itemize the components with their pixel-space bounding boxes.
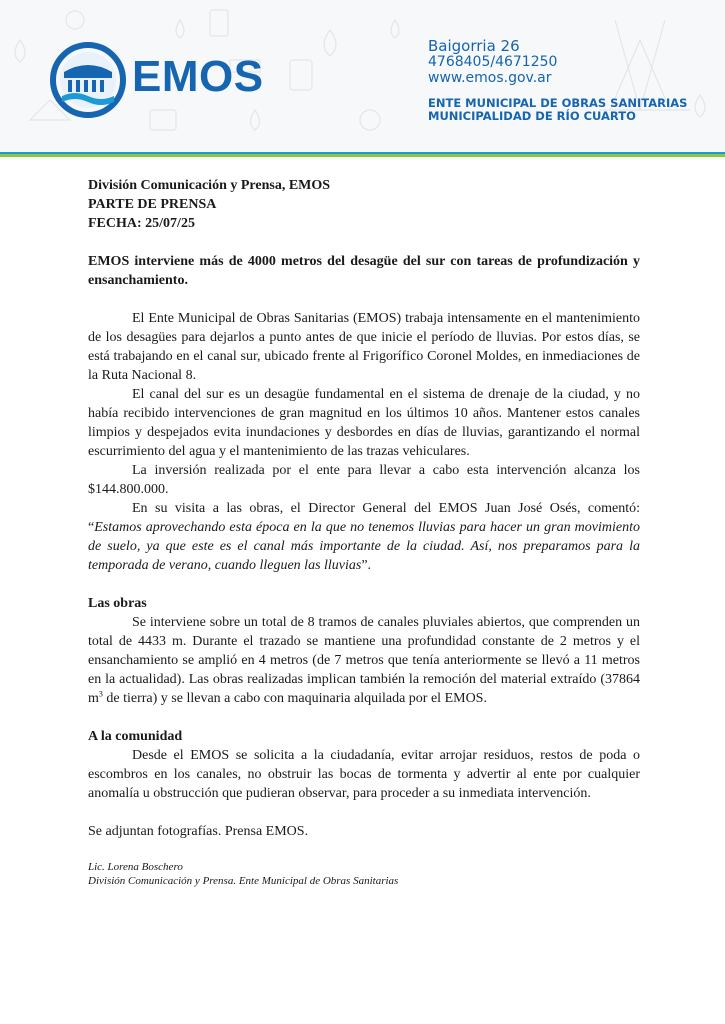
droplet-icon (695, 95, 705, 117)
signature-block (88, 860, 640, 888)
droplet-icon (15, 40, 25, 62)
droplet-icon (251, 110, 260, 130)
cubic-superscript: 3 (98, 689, 103, 699)
section-title-comunidad: A la comunidad (88, 729, 183, 744)
director-quote: Estamos aprovechando esta época en la que no tenemos lluvias para hacer un gran movimiento de suelo, ya que este es el canal más importante de la ciudad. Así, nos preparamos para la temporada de verano, cuando lleguen las lluvias (88, 520, 640, 573)
document-type: PARTE DE PRENSA (88, 197, 217, 212)
signature-name: Lic. Lorena Boschero (88, 861, 183, 873)
droplet-icon (176, 20, 184, 38)
paragraph-obras (88, 613, 640, 708)
obras-text: Se interviene sobre un total de 8 tramos de canales pluviales abiertos, que comprenden un total de 4433 m. Durante el trazado se mantiene una profundidad constante de 2 metros y el ensanchamiento se amplió en 4 metros (de 7 metros que tenía anteriormente se llevó a 11 metros en la actualidad). Las obras realizadas implican también la remoción del material extraído (37864 m (88, 615, 640, 706)
paragraph-3: La inversión realizada por el ente para llevar a cabo esta intervención alcanza los $144.800.000. (88, 463, 640, 497)
droplet-icon (324, 30, 336, 56)
headline: EMOS interviene más de 4000 metros del desagüe del sur con tareas de profundización y ensanchamiento. (88, 254, 640, 288)
spacer (88, 290, 640, 309)
quote-close: ”. (361, 558, 372, 573)
quote-intro: En su visita a las obras, el Director General del EMOS Juan José Osés, comentó: “ (88, 501, 640, 535)
address: Baigorria 26 (428, 37, 520, 55)
closing-line: Se adjuntan fotografías. Prensa EMOS. (88, 824, 309, 839)
header-divider-green (0, 154, 725, 157)
paragraph-4 (88, 499, 640, 575)
paragraph-1: El Ente Municipal de Obras Sanitarias (EMOS) trabaja intensamente en el mantenimiento de los desagües para dejarlos a punto antes de que inicie el período de lluvias. Por estos días, se está trabajando en el canal sur, ubicado frente al Frigorífico Coronel Moldes, en inmediaciones de la Ruta Nacional 8. (88, 311, 640, 383)
website-link[interactable]: www.emos.gov.ar (428, 70, 552, 86)
entity-name (428, 97, 687, 123)
letterhead (0, 0, 725, 160)
water-tower-icon (290, 60, 312, 90)
paragraph-2: El canal del sur es un desagüe fundamental en el sistema de drenaje de la ciudad, y no había recibido intervenciones de gran magnitud en los últimos 10 años. Mantener estos canales limpios y despejados evita inundaciones y desbordes en días de lluvias, garantizando el normal escurrimiento del agua y el mantenimiento de las trazas vehiculares. (88, 387, 640, 459)
signature-role: División Comunicación y Prensa. Ente Municipal de Obras Sanitarias (88, 875, 399, 887)
logo-wordmark: EMOS (132, 52, 264, 101)
droplet-icon (391, 20, 399, 38)
release-meta (88, 176, 640, 233)
contact-block (428, 38, 557, 86)
phone-numbers: 4768405/4671250 (428, 54, 558, 70)
paragraph-comunidad: Desde el EMOS se solicita a la ciudadanía, evitar arrojar residuos, restos de poda o escombros en los canales, no obstruir las bocas de tormenta y advertir al ente por cualquier anomalía u obstrucción que pudieran observar, para proceder a su inmediata intervención. (88, 748, 640, 801)
spacer (88, 803, 640, 822)
obras-text-end: de tierra) y se llevan a cabo con maquinaria alquilada por el EMOS. (102, 691, 487, 706)
division-label: División Comunicación y Prensa, EMOS (88, 178, 331, 193)
section-title-obras: Las obras (88, 596, 147, 611)
press-release (88, 176, 640, 888)
entity-line-1: ENTE MUNICIPAL DE OBRAS SANITARIAS (428, 96, 688, 110)
release-date: FECHA: 25/07/25 (88, 216, 195, 231)
emos-logo-icon (50, 42, 126, 118)
entity-line-2: MUNICIPALIDAD DE RÍO CUARTO (428, 109, 636, 123)
